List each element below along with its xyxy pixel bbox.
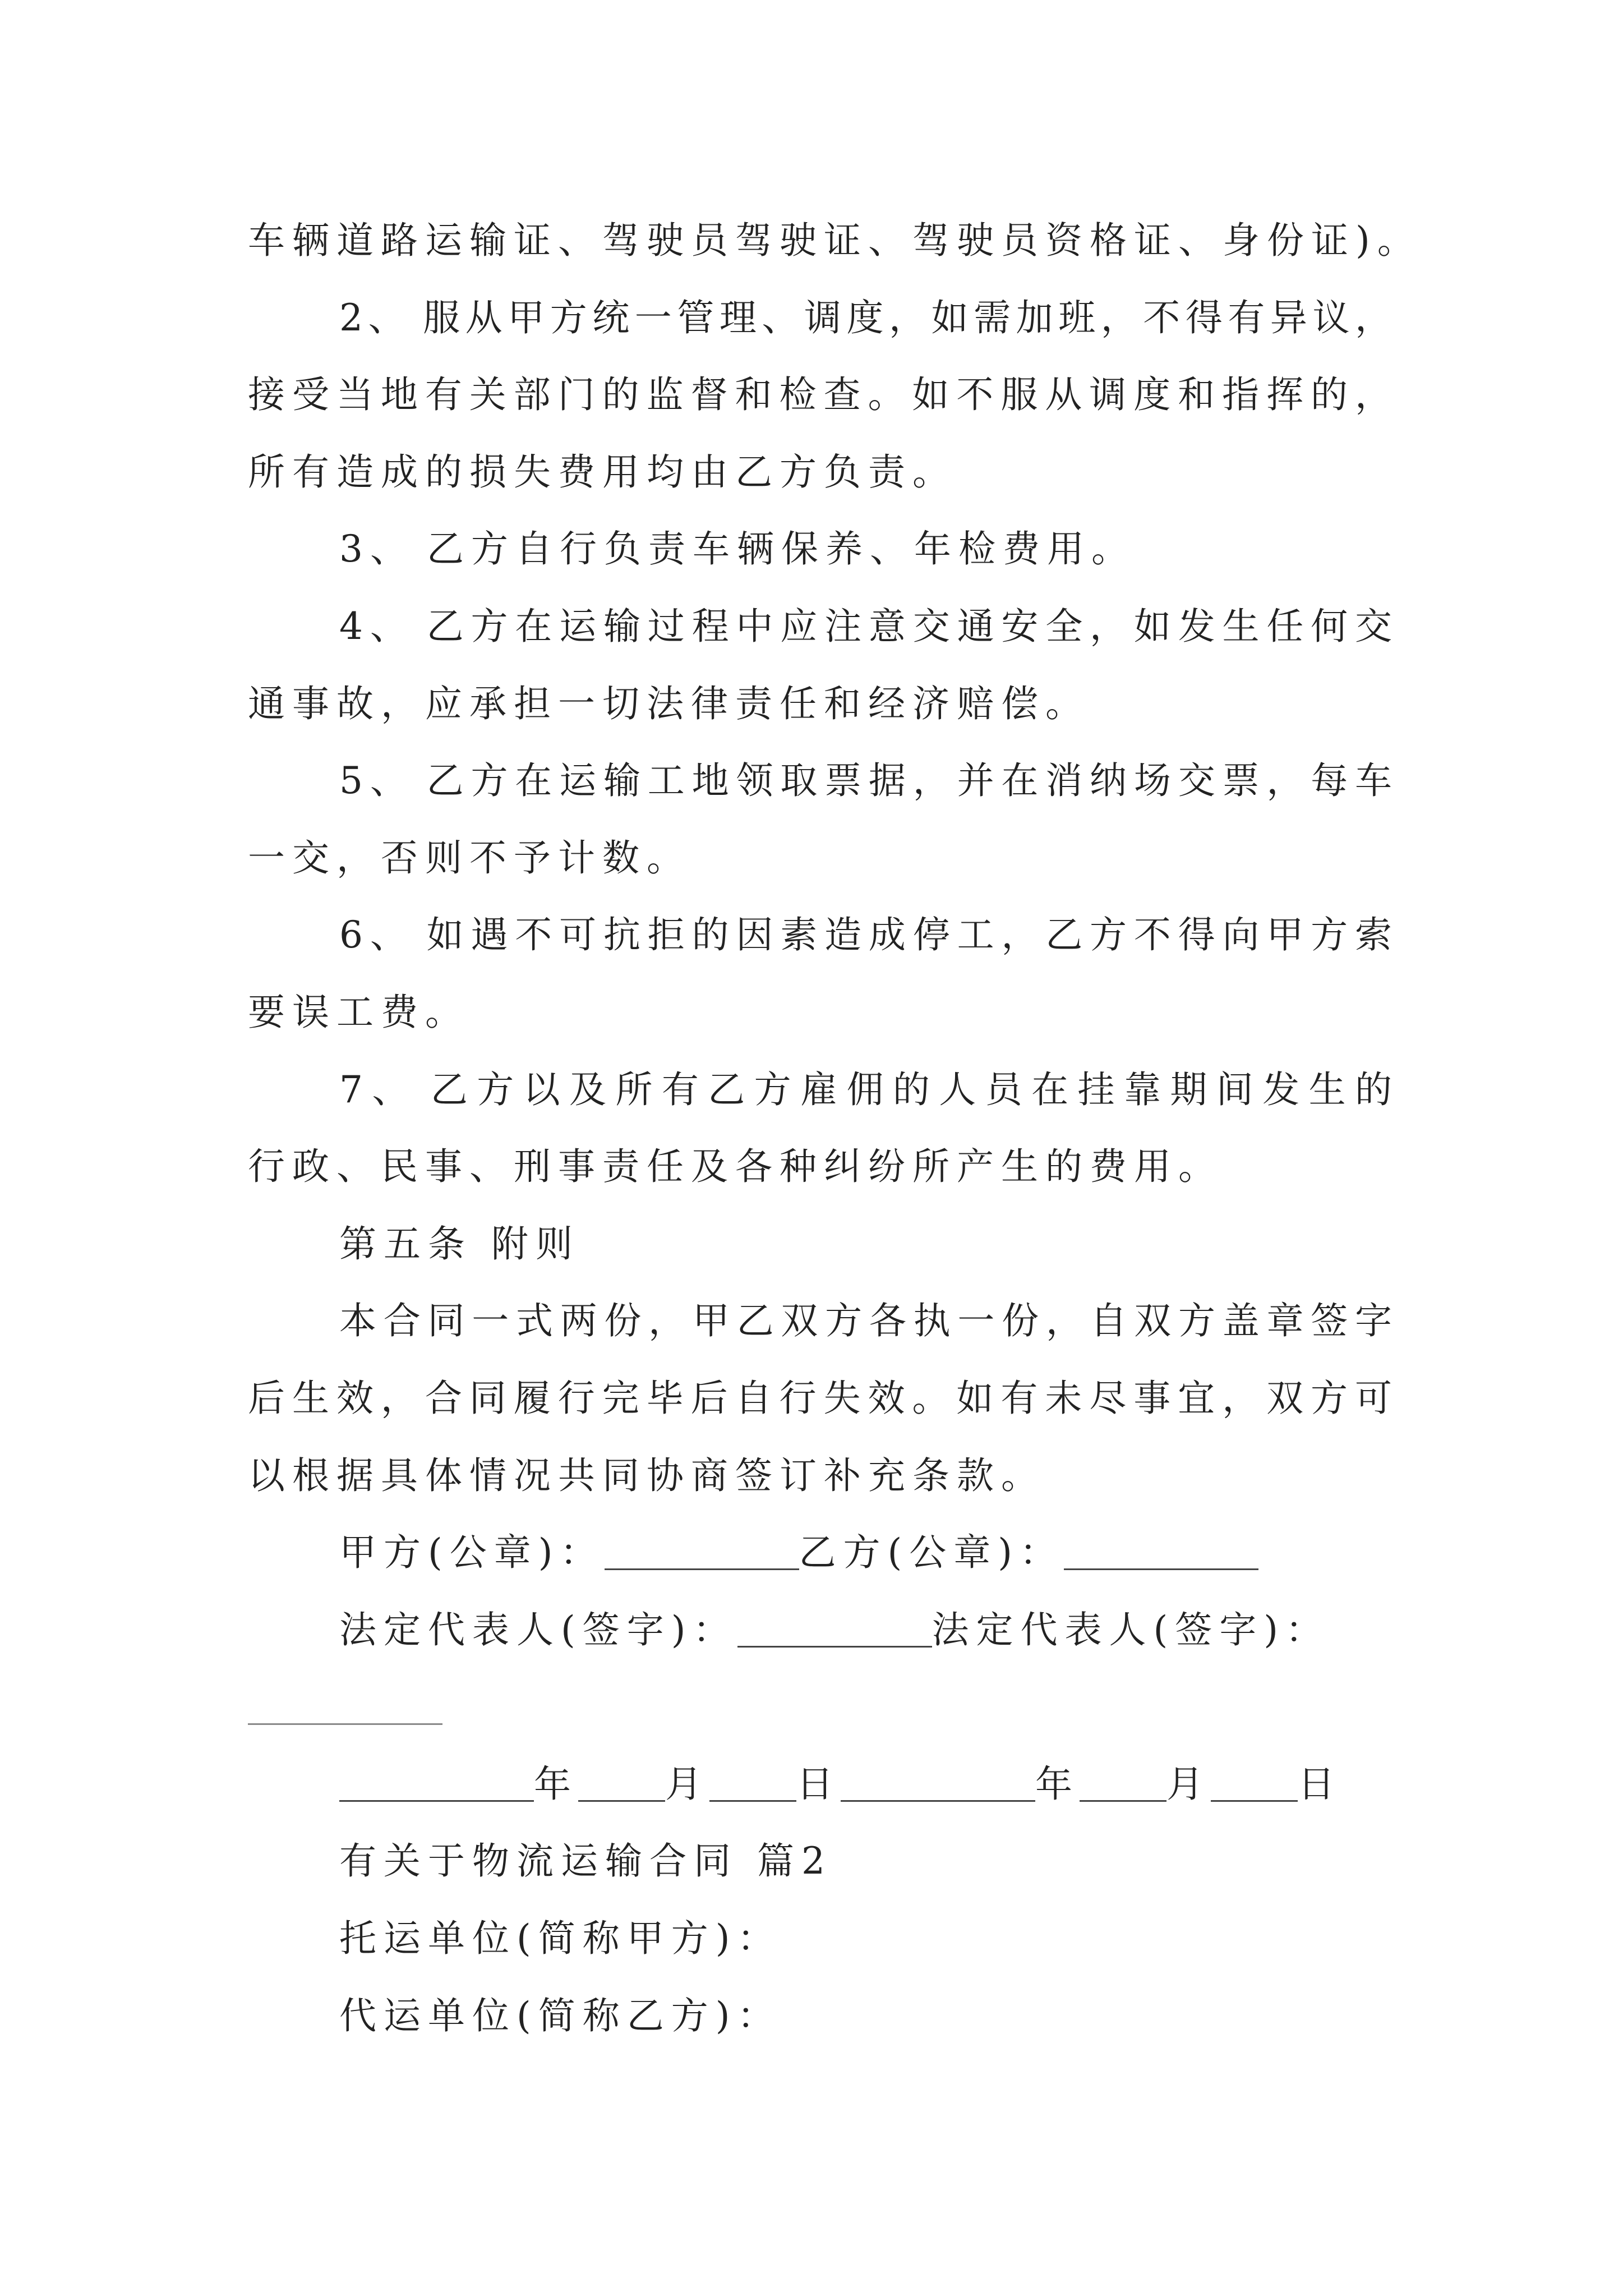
document-body (248, 202, 1422, 2054)
date-blank (709, 1774, 796, 1802)
item-first-line (339, 510, 1394, 588)
item-text-line: 接受当地有关部门的监督和检查。如不服从调度和指挥的， (248, 373, 1394, 417)
item-number: 5、 (339, 759, 414, 803)
obligation-item (248, 510, 1394, 588)
party-b-year-label: 年 (1035, 1762, 1080, 1806)
item-first-line (339, 1051, 1394, 1129)
date-blank (339, 1774, 534, 1802)
item-text: 乙方自行负责车辆保养、年检费用。 (427, 527, 1136, 571)
party-b-representative-label: 法定代表人(签字)： (932, 1608, 1330, 1651)
next-contract-title: 有关于物流运输合同 篇2 (339, 1839, 832, 1883)
signature-blank (737, 1620, 932, 1648)
party-b-day-label: 日 (1298, 1762, 1342, 1806)
carrier-label: 代运单位(简称乙方)： (339, 1994, 782, 2037)
party-a-day-label: 日 (796, 1762, 841, 1806)
date-blank (1211, 1774, 1298, 1802)
item-first-line (339, 588, 1394, 665)
obligation-item (248, 896, 1394, 1051)
item-number: 3、 (339, 527, 414, 571)
item-first-line (339, 279, 1394, 357)
date-blank (1080, 1774, 1166, 1802)
item-number: 6、 (339, 913, 414, 957)
date-blank (578, 1774, 665, 1802)
article-heading: 第五条 附则 (339, 1222, 580, 1266)
obligation-item (248, 279, 1394, 511)
obligation-item (248, 742, 1394, 896)
article-paragraph (248, 1282, 1394, 1514)
party-a-representative-label: 法定代表人(签字)： (339, 1608, 737, 1651)
article-text-line: 以根据具体情况共同协商签订补充条款。 (248, 1453, 1045, 1497)
item-text-line: 所有造成的损失费用均由乙方负责。 (248, 450, 957, 494)
item-first-line (339, 742, 1394, 820)
article-text-line: 本合同一式两份，甲乙双方各执一份，自双方盖章签字 (339, 1299, 1394, 1343)
item-text-line: 一交，否则不予计数。 (248, 836, 691, 880)
signature-blank (248, 1697, 442, 1724)
item-first-line (339, 896, 1394, 974)
shipper-label: 托运单位(简称甲方)： (339, 1917, 782, 1961)
obligation-item (248, 1051, 1394, 1205)
continuation-line: 车辆道路运输证、驾驶员驾驶证、驾驶员资格证、身份证)。 (248, 219, 1422, 262)
party-b-seal-label: 乙方(公章)： (799, 1531, 1064, 1575)
representative-blank-row (248, 1668, 1394, 1746)
item-text: 如遇不可抗拒的因素造成停工，乙方不得向甲方索 (426, 913, 1394, 957)
item-text: 乙方以及所有乙方雇佣的人员在挂靠期间发生的 (430, 1068, 1394, 1111)
item-number: 2、 (339, 296, 411, 339)
item-number: 7、 (339, 1068, 418, 1111)
party-b-month-label: 月 (1166, 1762, 1211, 1806)
date-row (339, 1746, 1394, 1823)
representative-row (339, 1591, 1394, 1669)
item-text-line: 通事故，应承担一切法律责任和经济赔偿。 (248, 682, 1090, 725)
item-text-line: 要误工费。 (248, 990, 469, 1034)
signature-blank (605, 1543, 799, 1570)
seal-row (339, 1514, 1394, 1591)
obligation-item (248, 588, 1394, 742)
item-text: 服从甲方统一管理、调度，如需加班，不得有异议， (423, 296, 1394, 339)
item-text: 乙方在运输过程中应注意交通安全，如发生任何交 (426, 604, 1394, 648)
item-text: 乙方在运输工地领取票据，并在消纳场交票，每车 (426, 759, 1394, 803)
party-a-seal-label: 甲方(公章)： (339, 1531, 605, 1575)
item-text-line: 行政、民事、刑事责任及各种纠纷所产生的费用。 (248, 1145, 1223, 1189)
item-number: 4、 (339, 604, 414, 648)
party-a-month-label: 月 (665, 1762, 709, 1806)
party-a-year-label: 年 (534, 1762, 578, 1806)
signature-blank (1064, 1543, 1258, 1570)
article-text-line: 后生效，合同履行完毕后自行失效。如有未尽事宜，双方可 (248, 1376, 1394, 1420)
date-blank (841, 1774, 1035, 1802)
